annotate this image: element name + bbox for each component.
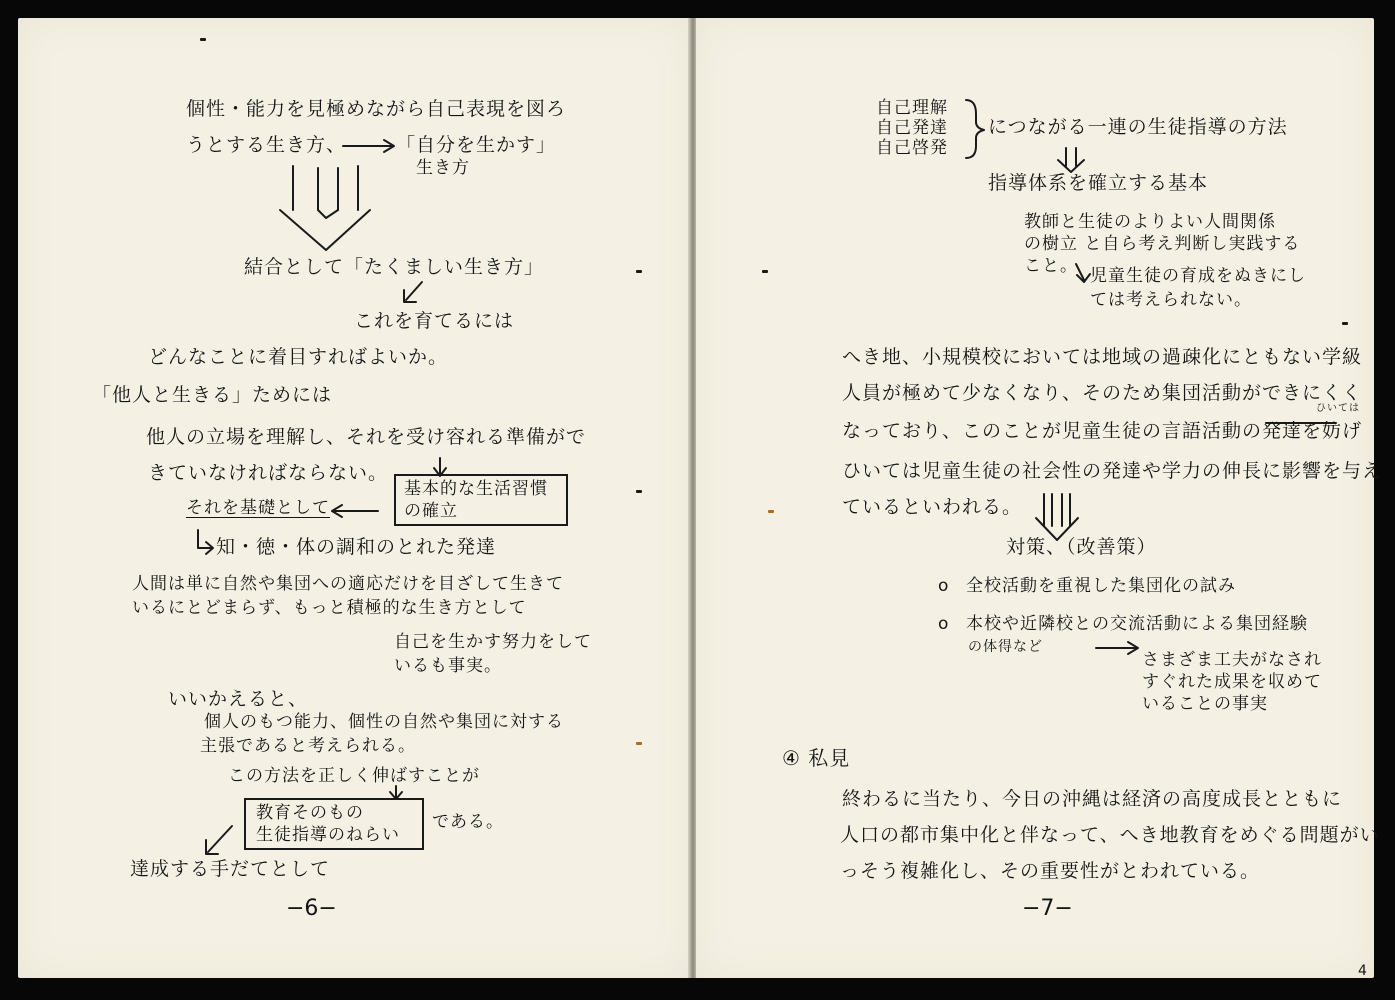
right-line-9: 人員が極めて少なくなり、そのため集団活動ができにくく <box>842 382 1363 404</box>
left-line-7: 他人の立場を理解し、それを受け容れる準備がで <box>146 426 587 448</box>
right-line-1b: 自己発達 <box>876 118 948 138</box>
left-line-3: 結合として「たくましい生き方」 <box>244 256 545 278</box>
margin-mark <box>762 270 768 273</box>
left-line-19: である。 <box>432 812 504 832</box>
right-line-3: 教師と生徒のよりよい人間関係 <box>1024 212 1276 232</box>
right-line-23: っそう複雑化し、その重要性がとわれている。 <box>840 860 1261 882</box>
left-line-16: 個人のもつ能力、個性の自然や集団に対する <box>204 712 564 732</box>
margin-mark <box>636 270 642 273</box>
left-line-1: 個性・能力を見極めながら自己表現を図ろ <box>186 98 567 120</box>
aim-box-line-1: 教育そのもの <box>256 803 364 823</box>
left-line-8: きていなければならない。 <box>148 462 389 484</box>
right-line-15: 本校や近隣校との交流活動による集団経験 <box>966 614 1308 634</box>
left-line-6: 「他人と生きる」ためには <box>92 384 333 406</box>
left-line-2-quote: 「自分を生かす」 <box>396 134 557 156</box>
left-line-9: それを基礎として <box>186 498 330 518</box>
left-line-2: うとする生き方、 <box>186 134 347 156</box>
habit-box-line-2: の確立 <box>404 501 458 521</box>
right-bullet-1: o <box>938 576 950 596</box>
right-line-16: の体得など <box>968 639 1043 655</box>
margin-mark <box>768 510 774 513</box>
right-line-19: いることの事実 <box>1142 694 1268 714</box>
habit-box <box>394 474 568 526</box>
right-line-8: へき地、小規模校においては地域の過疎化にともない学級 <box>842 346 1363 368</box>
right-line-2: 指導体系を確立する基本 <box>988 172 1209 194</box>
right-line-7: ては考えられない。 <box>1090 290 1252 310</box>
left-line-13: 自己を生かす努力をして <box>394 632 592 652</box>
right-line-10: なっており、このことが児童生徒の言語活動の発達を妨げ <box>842 420 1363 442</box>
left-line-4: これを育てるには <box>354 310 515 332</box>
right-line-4: の樹立 と自ら考え判断し実践する <box>1024 234 1301 254</box>
left-line-12: いるにとどまらず、もっと積極的な生き方として <box>132 598 527 618</box>
right-line-21: 終わるに当たり、今日の沖縄は経済の高度成長とともに <box>842 788 1343 810</box>
aim-box <box>244 798 424 850</box>
right-line-10-note: ひいては <box>1316 403 1360 414</box>
left-line-5: どんなことに着目すればよいか。 <box>148 346 449 368</box>
left-line-15: いいかえると、 <box>168 688 309 710</box>
left-line-14: いるも事実。 <box>394 656 502 676</box>
margin-mark <box>636 742 642 745</box>
right-page-number: −7− <box>1022 896 1073 921</box>
left-line-20: 達成する手だてとして <box>130 858 331 880</box>
left-line-2-sub: 生き方 <box>416 158 470 178</box>
right-page <box>696 18 1383 979</box>
right-line-14: 全校活動を重視した集団化の試み <box>966 576 1236 596</box>
left-line-17: 主張であると考えられる。 <box>200 736 416 756</box>
left-page-number: −6− <box>286 896 337 921</box>
right-line-6: 児童生徒の育成をぬきにし <box>1090 266 1306 286</box>
right-line-5: こと。 <box>1024 256 1078 276</box>
right-line-11: ひいては児童生徒の社会性の発達や学力の伸長に影響を与え <box>842 460 1383 482</box>
right-line-17: さまざま工夫がなされ <box>1142 650 1322 670</box>
left-line-18: この方法を正しく伸ばすことが <box>228 766 480 786</box>
right-line-1c: 自己啓発 <box>876 138 948 158</box>
right-line-12: ているといわれる。 <box>842 496 1023 518</box>
margin-mark <box>1342 322 1348 325</box>
right-line-13: 対策、（改善策） <box>1006 536 1157 558</box>
left-line-11: 人間は単に自然や集団への適応だけを目ざして生きて <box>132 574 564 594</box>
right-bullet-2: o <box>938 614 950 634</box>
left-line-10: 知・徳・体の調和のとれた発達 <box>216 536 497 558</box>
right-line-18: すぐれた成果を収めて <box>1142 672 1322 692</box>
aim-box-line-2: 生徒指導のねらい <box>256 825 400 845</box>
right-line-20: ④ 私見 <box>782 746 851 770</box>
habit-box-line-1: 基本的な生活習慣 <box>404 479 548 499</box>
margin-mark <box>200 38 206 41</box>
right-line-22: 人口の都市集中化と伴なって、へき地教育をめぐる問題がい <box>840 824 1380 846</box>
corner-number: 4 <box>1358 963 1368 979</box>
left-page <box>18 18 690 978</box>
right-line-1d: につながる一連の生徒指導の方法 <box>988 116 1288 138</box>
right-line-1a: 自己理解 <box>876 98 948 118</box>
margin-mark <box>636 490 642 493</box>
